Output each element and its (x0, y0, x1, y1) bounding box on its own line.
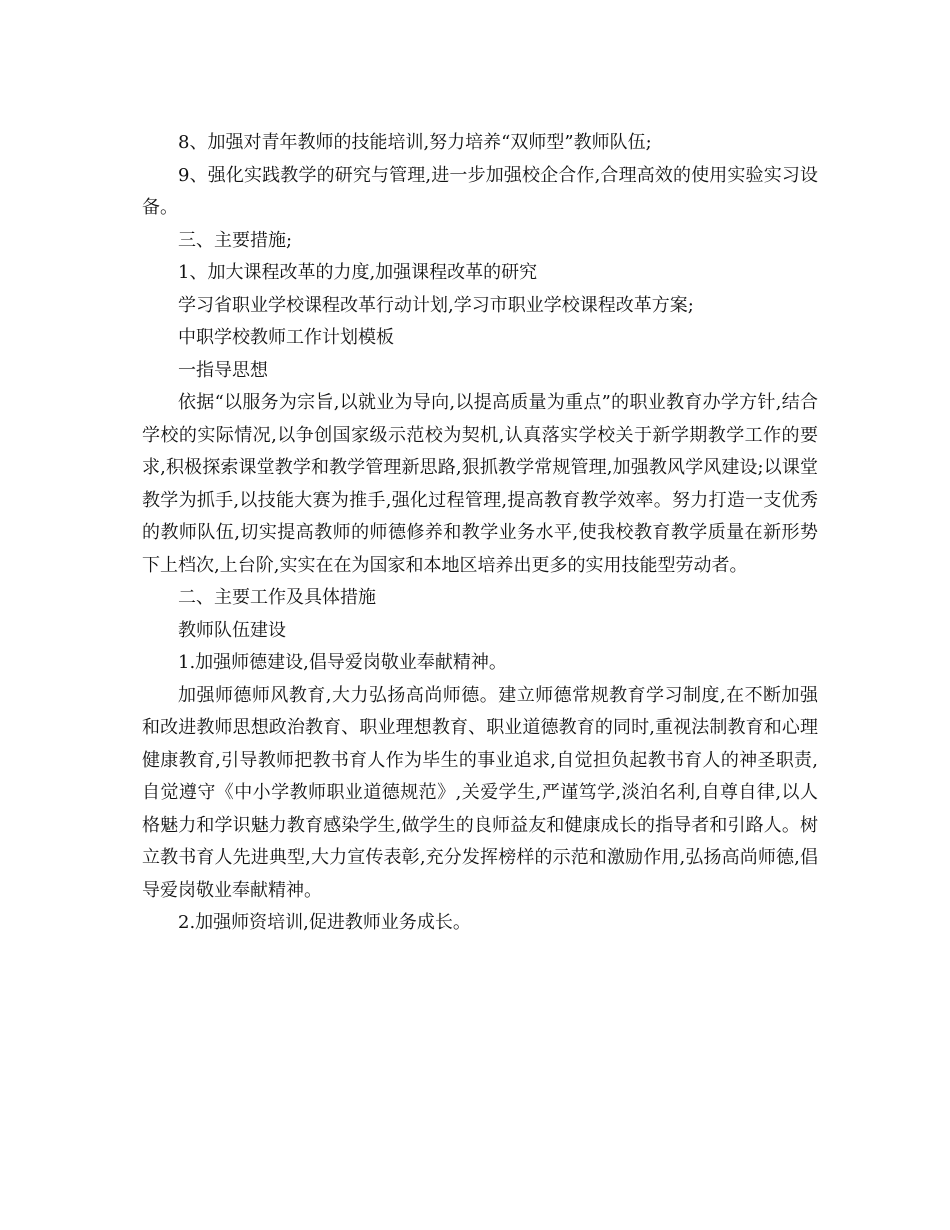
document-body (142, 127, 818, 940)
paragraph-item-1-ethics: 1.加强师德建设,倡导爱岗敬业奉献精神。 (178, 652, 507, 673)
section-heading-main-measures: 三、主要措施; (178, 229, 293, 251)
paragraph-ethics-education: 加强师德师风教育,大力弘扬高尚师德。建立师德常规教育学习制度,在不断加强和改进教师思想政治教育、职业理想教育、职业道德教育的同时,重视法制教育和心理健康教育,引导教师把教书育人作为毕生的事业追求,自觉担负起教书育人的神圣职责,自觉遵守《中小学教师职业道德规范》,关爱学生,严谨笃学,淡泊名利,自尊自律,以人格魅力和学识魅力教育感染学生,做学生的良师益友和健康成长的指导者和引路人。树立教书育人先进典型,大力宣传表彰,充分发挥榜样的示范和激励作用,弘扬高尚师德,倡导爱岗敬业奉献精神。 (142, 684, 818, 901)
paragraph-item-8-training: 8、加强对青年教师的技能培训,努力培养“双师型”教师队伍; (178, 132, 652, 153)
paragraph-guiding-ideology: 依据“以服务为宗旨,以就业为导向,以提高质量为重点”的职业教育办学方针,结合学校的实际情况,以争创国家级示范校为契机,认真落实学校关于新学期教学工作的要求,积极探索课堂教学和教学管理新思路,狠抓教学常规管理,加强教风学风建设;以课堂教学为抓手,以技能大赛为推手,强化过程管理,提高教育教学效率。努力打造一支优秀的教师队伍,切实提高教师的师德修养和教学业务水平,使我校教育教学质量在新形势下上档次,上台阶,实实在在为国家和本地区培养出更多的实用技能型劳动者。 (142, 392, 818, 576)
paragraph-study-plans: 学习省职业学校课程改革行动计划,学习市职业学校课程改革方案; (178, 294, 694, 316)
section-heading-guiding-ideology: 一指导思想 (178, 359, 268, 381)
paragraph-item-2-training: 2.加强师资培训,促进教师业务成长。 (178, 912, 471, 933)
subheading-teacher-team: 教师队伍建设 (178, 619, 286, 641)
section-heading-main-work: 二、主要工作及具体措施 (178, 587, 376, 608)
document-title: 中职学校教师工作计划模板 (178, 327, 394, 348)
paragraph-item-9-practice: 9、强化实践教学的研究与管理,进一步加强校企合作,合理高效的使用实验实习设备。 (142, 164, 818, 218)
paragraph-item-1-curriculum-reform: 1、加大课程改革的力度,加强课程改革的研究 (178, 262, 538, 283)
